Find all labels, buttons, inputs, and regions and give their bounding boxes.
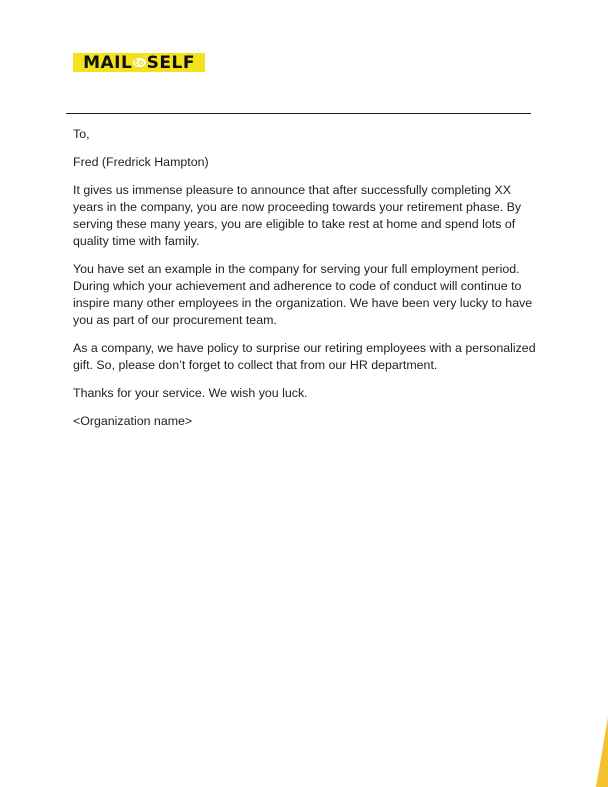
mailtoself-logo — [73, 53, 205, 72]
logo-to: to — [134, 58, 145, 67]
logo-self: SELF — [146, 52, 195, 73]
letter-body — [73, 126, 543, 441]
recipient: Fred (Fredrick Hampton) — [73, 155, 209, 169]
logo-mail: MAIL — [83, 52, 133, 73]
paragraph: You have set an example in the company for serving your full employment period. During which your achievement and adherence to code of conduct will continue to inspire many other employees in the organization. We have been very lucky to have you as part of our procurement team. — [73, 262, 533, 327]
paragraph: Thanks for your service. We wish you luck. — [73, 386, 308, 400]
signature: <Organization name> — [73, 414, 193, 428]
salutation: To, — [73, 127, 90, 141]
paragraph: It gives us immense pleasure to announce that after successfully completing XX years in the company, you are now proceeding towards your retirement phase. By serving these many years, you are eligible to take rest at home and spend lots of quality time with family. — [73, 183, 522, 248]
header-divider — [66, 113, 531, 114]
corner-decoration — [596, 717, 608, 787]
paragraph: As a company, we have policy to surprise our retiring employees with a personalized gift. So, please don’t forget to collect that from our HR department. — [73, 341, 536, 372]
